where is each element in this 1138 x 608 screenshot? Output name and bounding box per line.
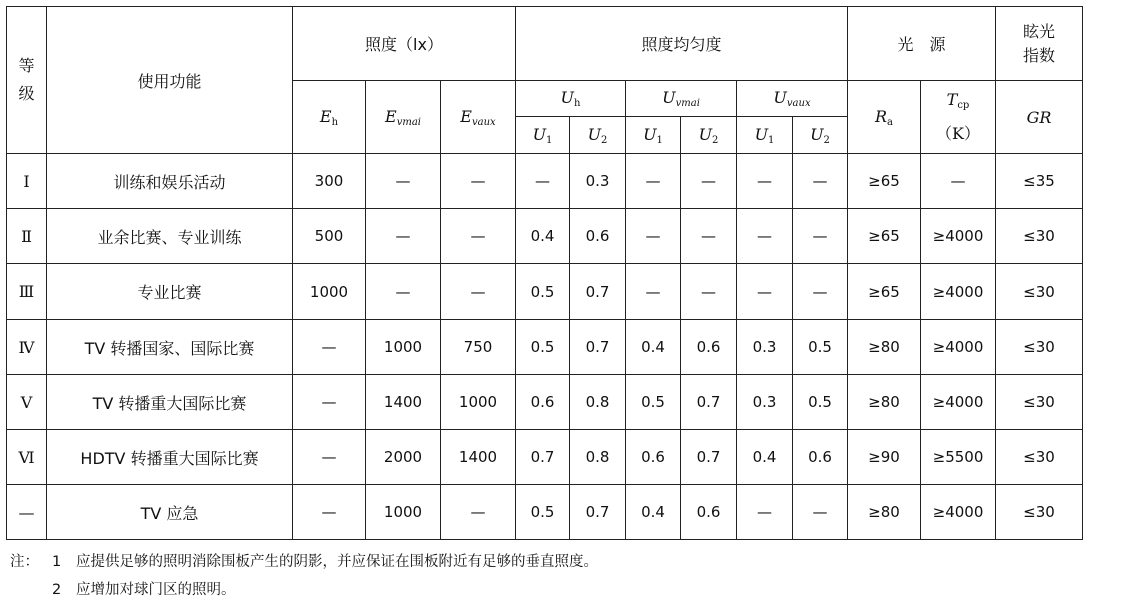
table-row bbox=[7, 264, 1083, 320]
cell-eh: 1000 bbox=[293, 264, 366, 320]
cell-level: Ⅲ bbox=[7, 264, 47, 320]
cell-uh-u2: 0.7 bbox=[570, 320, 626, 375]
cell-tcp: ≥4000 bbox=[921, 264, 996, 320]
cell-uvmai-u1: 0.5 bbox=[626, 375, 681, 430]
cell-uvmai-u2: — bbox=[681, 209, 737, 264]
cell-evaux: — bbox=[441, 154, 516, 209]
note-1-text: 应提供足够的照明消除围板产生的阴影，并应保证在围板附近有足够的垂直照度。 bbox=[76, 554, 598, 570]
cell-ra: ≥90 bbox=[848, 430, 921, 485]
cell-uvaux-u1: — bbox=[737, 485, 793, 540]
note-2-index: 2 bbox=[52, 582, 62, 598]
cell-tcp: ≥4000 bbox=[921, 375, 996, 430]
cell-tcp: ≥5500 bbox=[921, 430, 996, 485]
cell-eh: — bbox=[293, 430, 366, 485]
cell-evaux: — bbox=[441, 485, 516, 540]
cell-uh-u1: 0.5 bbox=[516, 485, 570, 540]
cell-uvmai-u1: — bbox=[626, 209, 681, 264]
cell-uvmai-u2: 0.7 bbox=[681, 430, 737, 485]
cell-evmai: 1000 bbox=[366, 320, 441, 375]
cell-uh-u2: 0.3 bbox=[570, 154, 626, 209]
notes bbox=[10, 548, 598, 604]
cell-uvaux-u1: 0.3 bbox=[737, 320, 793, 375]
cell-uh-u1: 0.7 bbox=[516, 430, 570, 485]
cell-eh: — bbox=[293, 375, 366, 430]
header-tcp: $T_{cp}$ （K） bbox=[921, 81, 996, 154]
cell-evaux: 1400 bbox=[441, 430, 516, 485]
table-row bbox=[7, 154, 1083, 209]
cell-level: Ⅳ bbox=[7, 320, 47, 375]
table-row bbox=[7, 209, 1083, 264]
cell-uh-u1: 0.4 bbox=[516, 209, 570, 264]
cell-evmai: 1000 bbox=[366, 485, 441, 540]
cell-uvaux-u2: — bbox=[793, 154, 848, 209]
cell-uvmai-u1: — bbox=[626, 154, 681, 209]
cell-ra: ≥65 bbox=[848, 264, 921, 320]
cell-evmai: 2000 bbox=[366, 430, 441, 485]
cell-evmai: — bbox=[366, 264, 441, 320]
cell-eh: — bbox=[293, 485, 366, 540]
cell-ra: ≥80 bbox=[848, 320, 921, 375]
cell-uh-u2: 0.7 bbox=[570, 264, 626, 320]
cell-tcp: ≥4000 bbox=[921, 320, 996, 375]
cell-ra: ≥65 bbox=[848, 209, 921, 264]
cell-evmai: — bbox=[366, 209, 441, 264]
cell-evmai: 1400 bbox=[366, 375, 441, 430]
cell-gr: ≤30 bbox=[996, 320, 1083, 375]
cell-eh: 300 bbox=[293, 154, 366, 209]
cell-uh-u2: 0.8 bbox=[570, 430, 626, 485]
cell-tcp: ≥4000 bbox=[921, 209, 996, 264]
header-uvaux-u2: $U_2$ bbox=[793, 117, 848, 154]
cell-uvaux-u1: — bbox=[737, 264, 793, 320]
header-function: 使用功能 bbox=[47, 7, 293, 154]
header-ra: $R_a$ bbox=[848, 81, 921, 154]
header-uh-u1: $U_1$ bbox=[516, 117, 570, 154]
cell-uh-u2: 0.7 bbox=[570, 485, 626, 540]
header-evmai: $E_{vmai}$ bbox=[366, 81, 441, 154]
cell-gr: ≤30 bbox=[996, 264, 1083, 320]
cell-gr: ≤30 bbox=[996, 485, 1083, 540]
note-1-index: 1 bbox=[52, 554, 62, 570]
header-uvaux: $U_{vaux}$ bbox=[737, 81, 848, 117]
cell-gr: ≤30 bbox=[996, 430, 1083, 485]
note-2-text: 应增加对球门区的照明。 bbox=[76, 582, 236, 598]
header-uvmai: $U_{vmai}$ bbox=[626, 81, 737, 117]
cell-uh-u1: — bbox=[516, 154, 570, 209]
header-tcp-unit: （K） bbox=[936, 124, 980, 143]
header-level-text: 等级 bbox=[18, 56, 35, 103]
cell-gr: ≤30 bbox=[996, 209, 1083, 264]
header-eh: $E_h$ bbox=[293, 81, 366, 154]
header-gr: GR bbox=[996, 81, 1083, 154]
cell-evmai: — bbox=[366, 154, 441, 209]
note-1 bbox=[10, 548, 598, 576]
cell-uh-u2: 0.6 bbox=[570, 209, 626, 264]
cell-evaux: 750 bbox=[441, 320, 516, 375]
cell-eh: — bbox=[293, 320, 366, 375]
table-row bbox=[7, 375, 1083, 430]
cell-gr: ≤35 bbox=[996, 154, 1083, 209]
cell-gr: ≤30 bbox=[996, 375, 1083, 430]
cell-level: Ⅰ bbox=[7, 154, 47, 209]
header-uvaux-u1: $U_1$ bbox=[737, 117, 793, 154]
cell-uvaux-u2: — bbox=[793, 209, 848, 264]
header-glare-group bbox=[996, 7, 1083, 81]
cell-uvaux-u2: — bbox=[793, 264, 848, 320]
cell-level: Ⅵ bbox=[7, 430, 47, 485]
cell-level: Ⅴ bbox=[7, 375, 47, 430]
cell-function: 专业比赛 bbox=[47, 264, 293, 320]
cell-evaux: — bbox=[441, 209, 516, 264]
cell-function: HDTV 转播重大国际比赛 bbox=[47, 430, 293, 485]
lighting-standard-table bbox=[6, 6, 1083, 540]
cell-evaux: — bbox=[441, 264, 516, 320]
cell-level: Ⅱ bbox=[7, 209, 47, 264]
table-body bbox=[7, 154, 1083, 540]
cell-uvmai-u2: 0.6 bbox=[681, 320, 737, 375]
cell-uvmai-u1: 0.4 bbox=[626, 320, 681, 375]
cell-evaux: 1000 bbox=[441, 375, 516, 430]
cell-uh-u1: 0.5 bbox=[516, 320, 570, 375]
cell-uvmai-u2: 0.6 bbox=[681, 485, 737, 540]
cell-uh-u1: 0.6 bbox=[516, 375, 570, 430]
header-light-source-group: 光 源 bbox=[848, 7, 996, 81]
header-glare-text: 眩光指数 bbox=[1022, 21, 1055, 65]
header-uh-u2: $U_2$ bbox=[570, 117, 626, 154]
cell-eh: 500 bbox=[293, 209, 366, 264]
header-evaux: $E_{vaux}$ bbox=[441, 81, 516, 154]
cell-uvaux-u2: 0.6 bbox=[793, 430, 848, 485]
cell-uvmai-u1: 0.4 bbox=[626, 485, 681, 540]
notes-label: 注： bbox=[10, 554, 39, 570]
cell-ra: ≥65 bbox=[848, 154, 921, 209]
header-illuminance-group: 照度（lx） bbox=[293, 7, 516, 81]
cell-uvaux-u2: — bbox=[793, 485, 848, 540]
cell-uvmai-u2: — bbox=[681, 264, 737, 320]
cell-uvmai-u1: — bbox=[626, 264, 681, 320]
cell-uh-u1: 0.5 bbox=[516, 264, 570, 320]
cell-tcp: ≥4000 bbox=[921, 485, 996, 540]
cell-function: TV 转播国家、国际比赛 bbox=[47, 320, 293, 375]
cell-ra: ≥80 bbox=[848, 375, 921, 430]
cell-function: TV 转播重大国际比赛 bbox=[47, 375, 293, 430]
note-2 bbox=[10, 576, 598, 604]
header-uvmai-u1: $U_1$ bbox=[626, 117, 681, 154]
cell-uvaux-u1: 0.3 bbox=[737, 375, 793, 430]
cell-uh-u2: 0.8 bbox=[570, 375, 626, 430]
table-row bbox=[7, 320, 1083, 375]
cell-function: 业余比赛、专业训练 bbox=[47, 209, 293, 264]
cell-uvaux-u2: 0.5 bbox=[793, 320, 848, 375]
cell-uvaux-u1: 0.4 bbox=[737, 430, 793, 485]
cell-uvaux-u1: — bbox=[737, 209, 793, 264]
cell-uvaux-u1: — bbox=[737, 154, 793, 209]
cell-function: TV 应急 bbox=[47, 485, 293, 540]
cell-uvmai-u1: 0.6 bbox=[626, 430, 681, 485]
cell-uvmai-u2: 0.7 bbox=[681, 375, 737, 430]
header-uniformity-group: 照度均匀度 bbox=[516, 7, 848, 81]
cell-function: 训练和娱乐活动 bbox=[47, 154, 293, 209]
cell-level: — bbox=[7, 485, 47, 540]
header-uh: $U_h$ bbox=[516, 81, 626, 117]
table-row bbox=[7, 430, 1083, 485]
header-level bbox=[7, 7, 47, 154]
cell-tcp: — bbox=[921, 154, 996, 209]
cell-uvmai-u2: — bbox=[681, 154, 737, 209]
table-row bbox=[7, 485, 1083, 540]
cell-ra: ≥80 bbox=[848, 485, 921, 540]
header-uvmai-u2: $U_2$ bbox=[681, 117, 737, 154]
cell-uvaux-u2: 0.5 bbox=[793, 375, 848, 430]
